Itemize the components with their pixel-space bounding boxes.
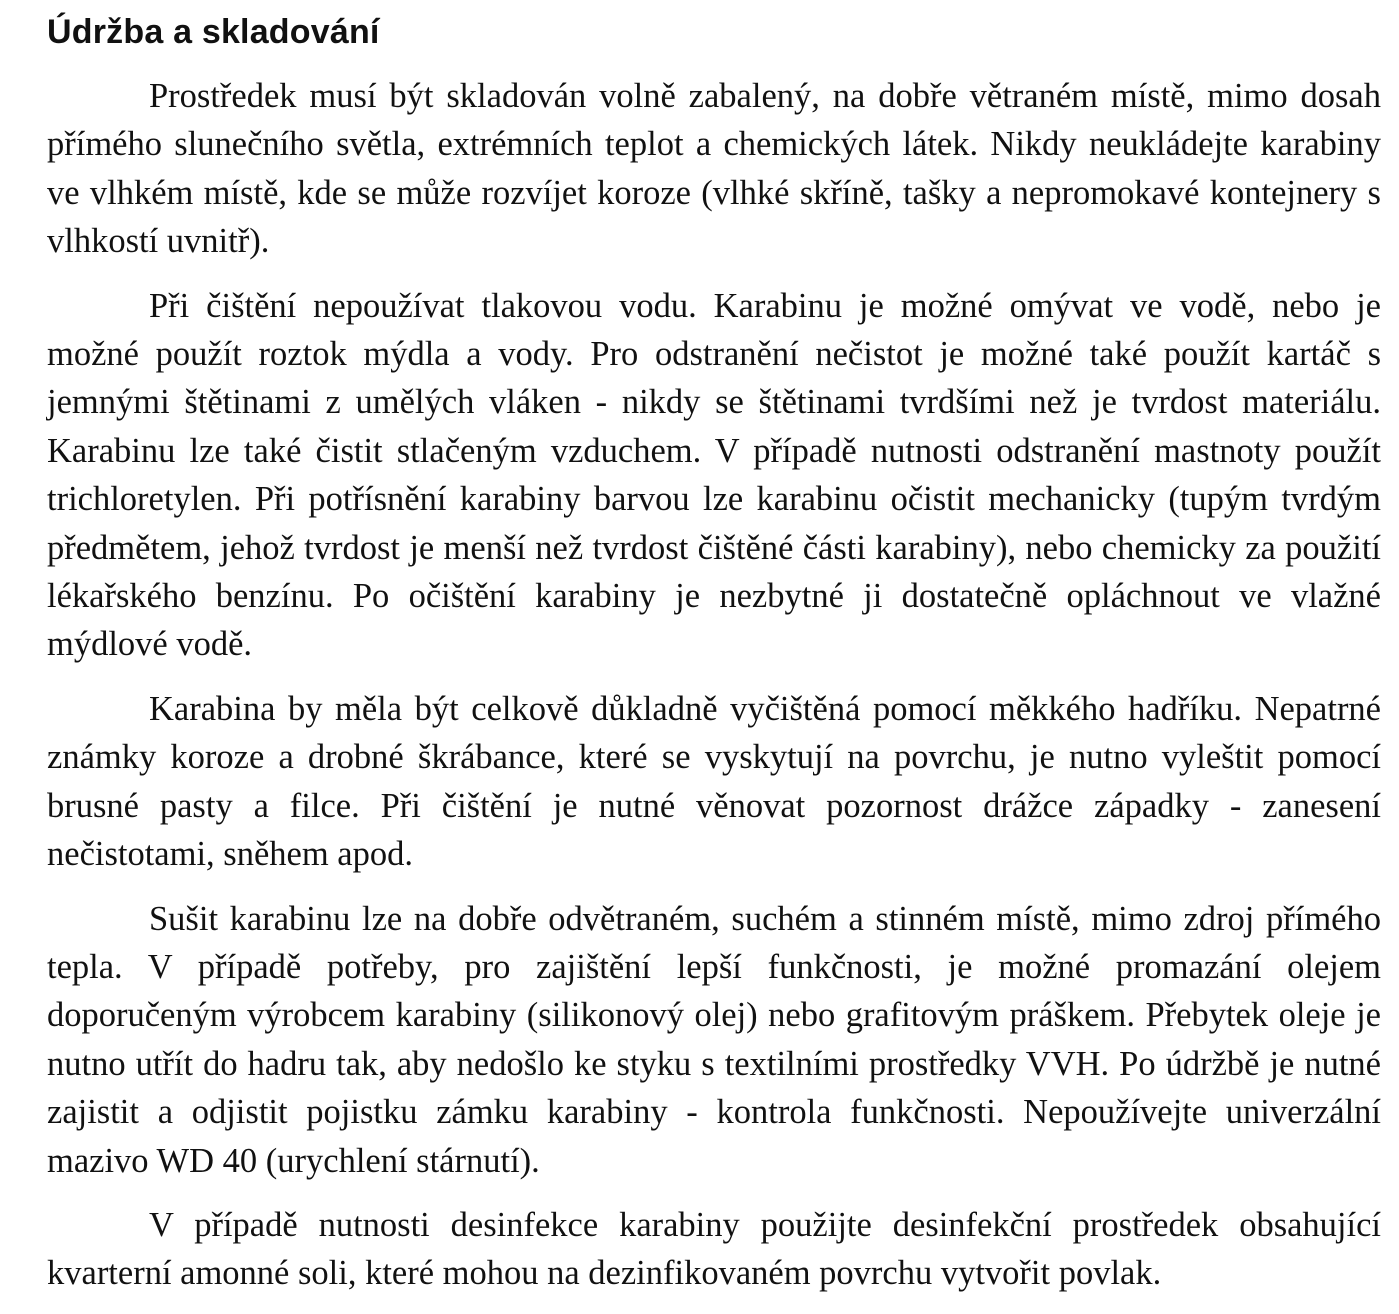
document-page [47,12,1381,1314]
paragraph-polishing: Karabina by měla být celkově důkladně vyčištěná pomocí měkkého hadříku. Nepatrné známky koroze a drobné škrábance, které se vyskytují na povrchu, je nutno vyleštit pomocí brusné pasty a filce. Při čištění je nutné věnovat pozornost drážce západky - zanesení nečistotami, sněhem apod. [47,689,1381,874]
paragraph-cleaning: Při čištění nepoužívat tlakovou vodu. Karabinu je možné omývat ve vodě, nebo je možné použít roztok mýdla a vody. Pro odstranění nečistot je možné také použít kartáč s jemnými štětinami z umělých vláken - nikdy se štětinami tvrdšími než je tvrdost materiálu. Karabinu lze také čistit stlačeným vzduchem. V případě nutnosti odstranění mastnoty použít trichloretylen. Při potřísnění karabiny barvou lze karabinu očistit mechanicky (tupým tvrdým předmětem, jehož tvrdost je menší než tvrdost čištěné části karabiny), nebo chemicky za použití lékařského benzínu. Po očištění karabiny je nezbytné ji dostatečně opláchnout ve vlažné mýdlové vodě. [47,286,1381,664]
paragraph-drying-lubrication: Sušit karabinu lze na dobře odvětraném, suchém a stinném místě, mimo zdroj přímého tepla. V případě potřeby, pro zajištění lepší funkčnosti, je možné promazání olejem doporučeným výrobcem karabiny (silikonový olej) nebo grafitovým práškem. Přebytek oleje je nutno utřít do hadru tak, aby nedošlo ke styku s textilními prostředky VVH. Po údržbě je nutné zajistit a odjistit pojistku zámku karabiny - kontrola funkčnosti. Nepoužívejte univerzální mazivo WD 40 (urychlení stárnutí). [47,899,1381,1180]
paragraph-storage: Prostředek musí být skladován volně zabalený, na dobře větraném místě, mimo dosah přímého slunečního světla, extrémních teplot a chemických látek. Nikdy neukládejte karabiny ve vlhkém místě, kde se může rozvíjet koroze (vlhké skříně, tašky a nepromokavé kontejnery s vlhkostí uvnitř). [47,77,1381,261]
paragraph-disinfection: V případě nutnosti desinfekce karabiny použijte desinfekční prostředek obsahující kvarterní amonné soli, které mohou na dezinfikovaném povrchu vytvořit povlak. [47,1205,1381,1293]
section-heading: Údržba a skladování [47,13,380,51]
